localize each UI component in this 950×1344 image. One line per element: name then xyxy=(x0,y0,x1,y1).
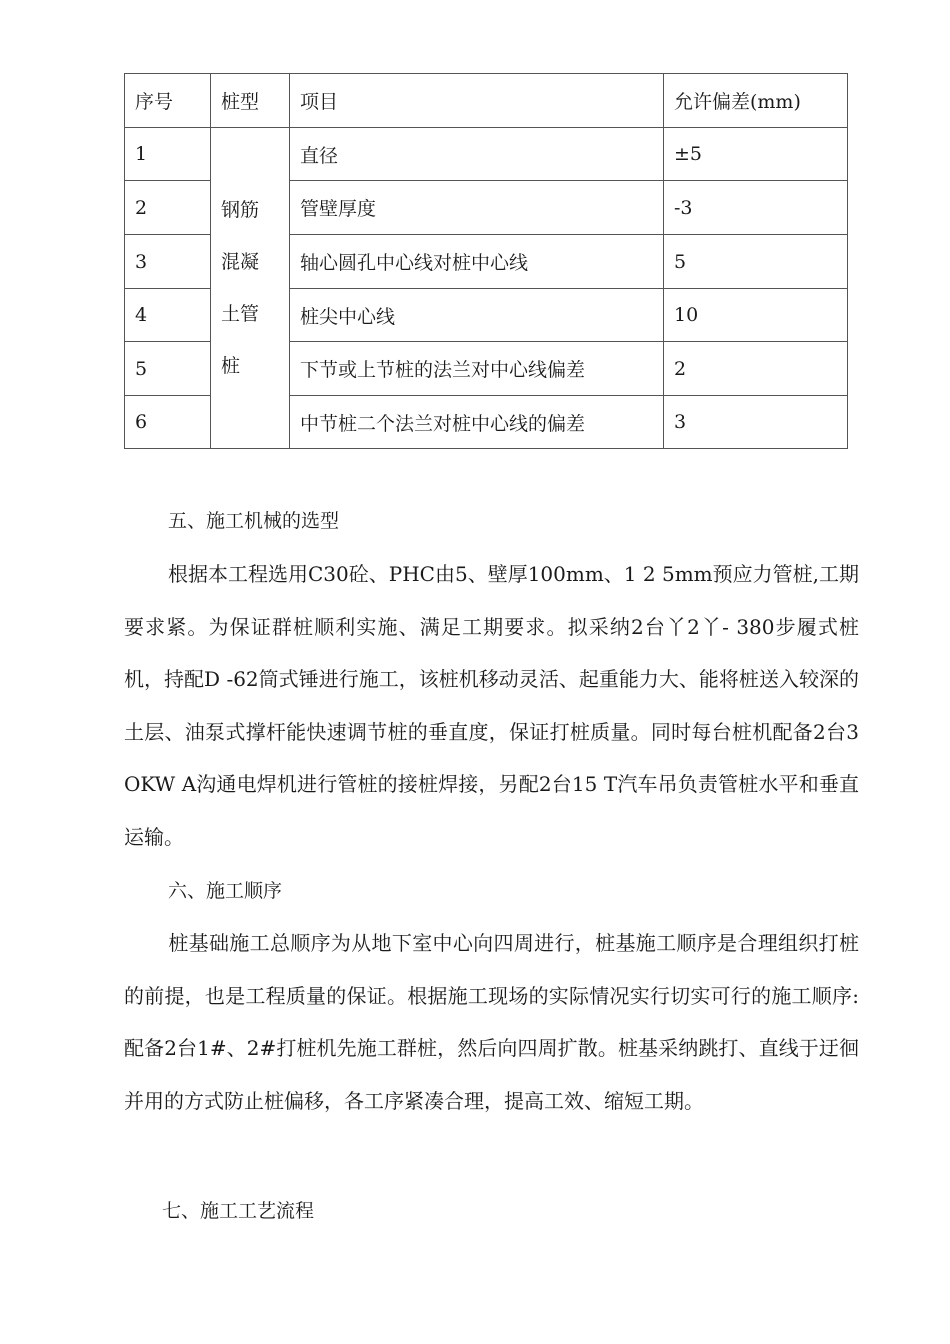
header-pile-type: 桩型 xyxy=(211,74,290,128)
row-item: 中节桩二个法兰对桩中心线的偏差 xyxy=(290,396,664,449)
section-heading-machinery: 五、施工机械的选型 xyxy=(168,510,340,532)
pile-type-line: 混凝 xyxy=(221,251,260,273)
row-tolerance: 2 xyxy=(664,342,848,396)
row-item: 下节或上节桩的法兰对中心线偏差 xyxy=(290,342,664,396)
row-no: 2 xyxy=(125,181,211,235)
row-no: 6 xyxy=(125,396,211,449)
row-tolerance: 5 xyxy=(664,235,848,289)
header-item: 项目 xyxy=(290,74,664,128)
row-item: 直径 xyxy=(290,128,664,181)
pile-type-line: 土管 xyxy=(221,303,260,325)
header-tolerance: 允许偏差(mm) xyxy=(664,74,848,128)
row-tolerance: 3 xyxy=(664,396,848,449)
paragraph-text: 桩基础施工总顺序为从地下室中心向四周进行，桩基施工顺序是合理组织打桩的前提，也是工程质量的保证。根据施工现场的实际情况实行切实可行的施工顺序:配备2台1#、2#打桩机先施工群桩，然后向四周扩散。桩基采纳跳打、直线于迂徊并用的方式防止桩偏移，各工序紧凑合理，提高工效、缩短工期。 xyxy=(124,931,859,1113)
table-row xyxy=(125,128,848,181)
pile-type-line: 钢筋 xyxy=(221,199,260,221)
row-no: 5 xyxy=(125,342,211,396)
row-tolerance: ±5 xyxy=(664,128,848,181)
table-header-row xyxy=(125,74,848,128)
section-body-machinery xyxy=(124,548,859,863)
section-heading-sequence: 六、施工顺序 xyxy=(168,880,283,902)
pile-type-line: 桩 xyxy=(221,355,241,377)
pile-type-cell xyxy=(211,128,290,449)
row-tolerance: -3 xyxy=(664,181,848,235)
row-item: 桩尖中心线 xyxy=(290,289,664,342)
row-item: 管壁厚度 xyxy=(290,181,664,235)
header-no: 序号 xyxy=(125,74,211,128)
section-heading-process-flow: 七、施工工艺流程 xyxy=(162,1200,315,1222)
row-item: 轴心圆孔中心线对桩中心线 xyxy=(290,235,664,289)
tolerance-table xyxy=(124,73,848,449)
paragraph-text: 根据本工程选用C30砼、PHC由5、壁厚100mm、1 2 5mm预应力管桩,工期要求紧。为保证群桩顺利实施、满足工期要求。拟采纳2台丫2丫- 380步履式桩机，持配D -62筒式锤进行施工，该桩机移动灵活、起重能力大、能将桩送入较深的土层、油泵式撑杆能快速调节桩的垂直度，保证打桩质量。同时每台桩机配备2台3 OKW A沟通电焊机进行管桩的接桩焊接，另配2台15 T汽车吊负责管桩水平和垂直运输。 xyxy=(124,562,859,849)
row-tolerance: 10 xyxy=(664,289,848,342)
row-no: 1 xyxy=(125,128,211,181)
section-body-sequence xyxy=(124,917,859,1127)
row-no: 4 xyxy=(125,289,211,342)
row-no: 3 xyxy=(125,235,211,289)
